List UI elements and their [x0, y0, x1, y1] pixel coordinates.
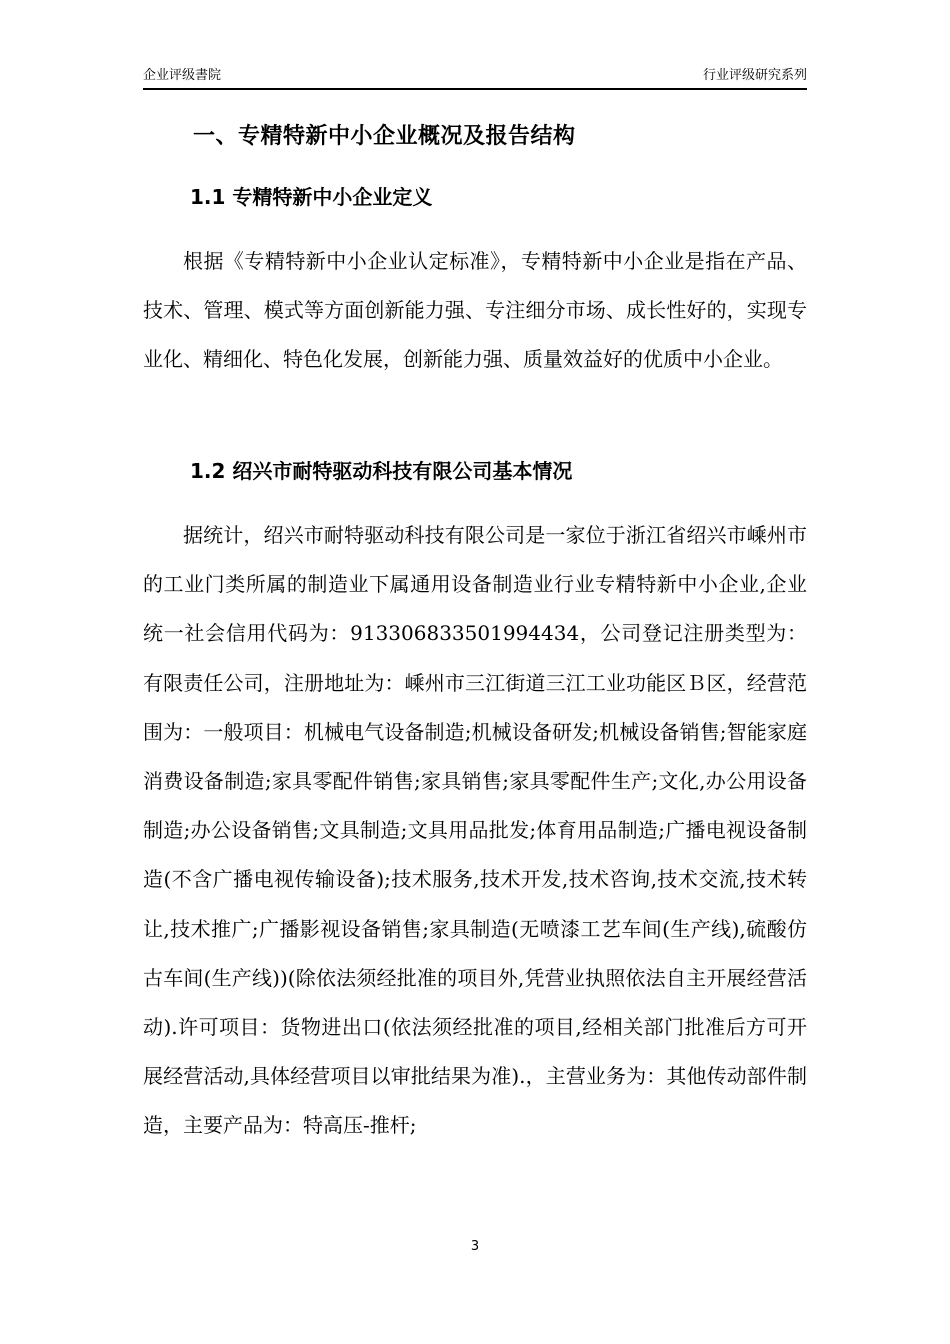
- page-number: 3: [470, 1239, 480, 1254]
- subsection-title-definition: 1.1 专精特新中小企业定义: [190, 185, 433, 209]
- section-title: 一、专精特新中小企业概况及报告结构: [193, 124, 576, 149]
- paragraph-company-info: 据统计，绍兴市耐特驱动科技有限公司是一家位于浙江省绍兴市嵊州市的工业门类所属的制造业下属通用设备制造业行业专精特新中小企业,企业统一社会信用代码为：913306833501994434，公司登记注册类型为：有限责任公司，注册地址为：嵊州市三江街道三江工业功能区Ｂ区，经营范围为：一般项目：机械电气设备制造;机械设备研发;机械设备销售;智能家庭消费设备制造;家具零配件销售;家具销售;家具零配件生产;文化,办公用设备制造;办公设备销售;文具制造;文具用品批发;体育用品制造;广播电视设备制造(不含广播电视传输设备);技术服务,技术开发,技术咨询,技术交流,技术转让,技术推广;广播影视设备销售;家具制造(无喷漆工艺车间(生产线),硫酸仿古车间(生产线))(除依法须经批准的项目外,凭营业执照依法自主开展经营活动).许可项目：货物进出口(依法须经批准的项目,经相关部门批准后方可开展经营活动,具体经营项目以审批结果为准).，主营业务为：其他传动部件制造，主要产品为：特高压-推杆;: [143, 523, 807, 1138]
- page-header: [143, 66, 807, 90]
- header-publisher: 企业评级書院: [143, 68, 222, 83]
- subsection-title-company-info: 1.2 绍兴市耐特驱动科技有限公司基本情况: [190, 459, 573, 483]
- paragraph-definition: 根据《专精特新中小企业认定标准》，专精特新中小企业是指在产品、技术、管理、模式等方面创新能力强、专注细分市场、成长性好的，实现专业化、精细化、特色化发展，创新能力强、质量效益好的优质中小企业。: [143, 249, 807, 372]
- header-series: 行业评级研究系列: [702, 68, 807, 83]
